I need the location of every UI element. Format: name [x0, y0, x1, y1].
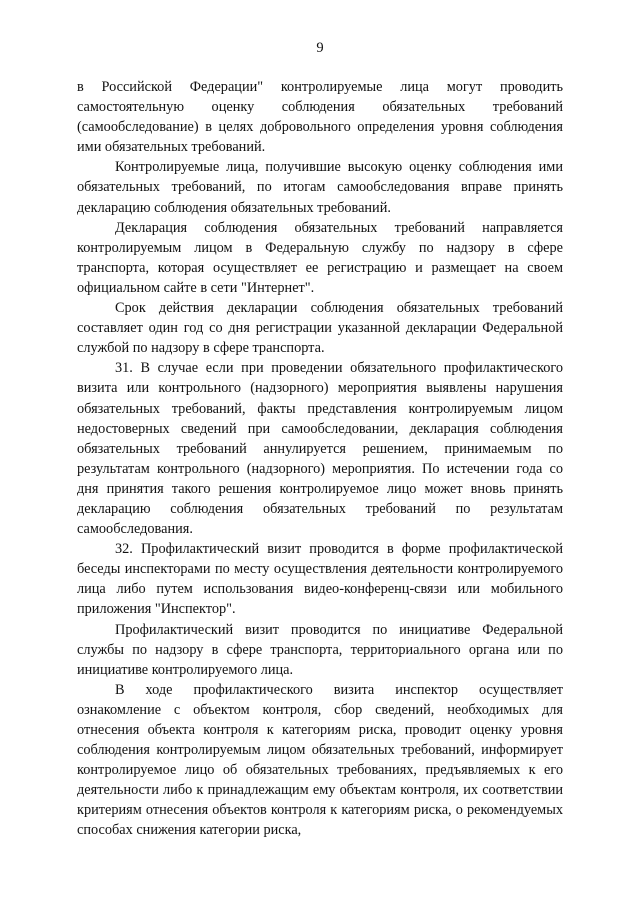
paragraph-1: в Российской Федерации" контролируемые лица могут проводить самостоятельную оценку соблюдения обязательных требований (самообследование) в целях добровольного определения уровня соблюдения ими обязательных требований.	[77, 79, 563, 156]
paragraph-4: Срок действия декларации соблюдения обязательных требований составляет один год со дня регистрации указанной декларации Федеральной службой по надзору в сфере транспорта.	[77, 300, 563, 357]
paragraph-5: 31. В случае если при проведении обязательного профилактического визита или контрольного (надзорного) мероприятия выявлены нарушения обязательных требований, факты представления контролируемым лицом недостоверных сведений при самообследовании, декларация соблюдения обязательных требований аннулируется решением, принимаемым по результатам контрольного (надзорного) мероприятия. По истечении года со дня принятия такого решения контролируемое лицо может вновь принять декларацию соблюдения обязательных требований по результатам самообследования.	[77, 360, 563, 538]
paragraph-2: Контролируемые лица, получившие высокую оценку соблюдения ими обязательных требований, по итогам самообследования вправе принять декларацию соблюдения обязательных требований.	[77, 159, 563, 216]
document-body	[77, 77, 563, 841]
paragraph-8: В ходе профилактического визита инспектор осуществляет ознакомление с объектом контроля, сбор сведений, необходимых для отнесения объекта контроля к категориям риска, проводит оценку уровня соблюдения контролируемым лицом обязательных требований, информирует контролируемое лицо об обязательных требованиях, предъявляемых к его деятельности либо к принадлежащим ему объектам контроля, их соответствии критериям отнесения объектов контроля к категориям риска, о рекомендуемых способах снижения категории риска,	[77, 681, 563, 839]
page-number: 9	[316, 40, 324, 56]
paragraph-7: Профилактический визит проводится по инициативе Федеральной службы по надзору в сфере транспорта, территориального органа или по инициативе контролируемого лица.	[77, 621, 563, 678]
paragraph-3: Декларация соблюдения обязательных требований направляется контролируемым лицом в Федеральную службу по надзору в сфере транспорта, которая осуществляет ее регистрацию и размещает на своем официальном сайте в сети "Интернет".	[77, 219, 563, 296]
paragraph-6: 32. Профилактический визит проводится в форме профилактической беседы инспекторами по месту осуществления деятельности контролируемого лица либо путем использования видео-конференц-связи или мобильного приложения "Инспектор".	[77, 541, 563, 618]
